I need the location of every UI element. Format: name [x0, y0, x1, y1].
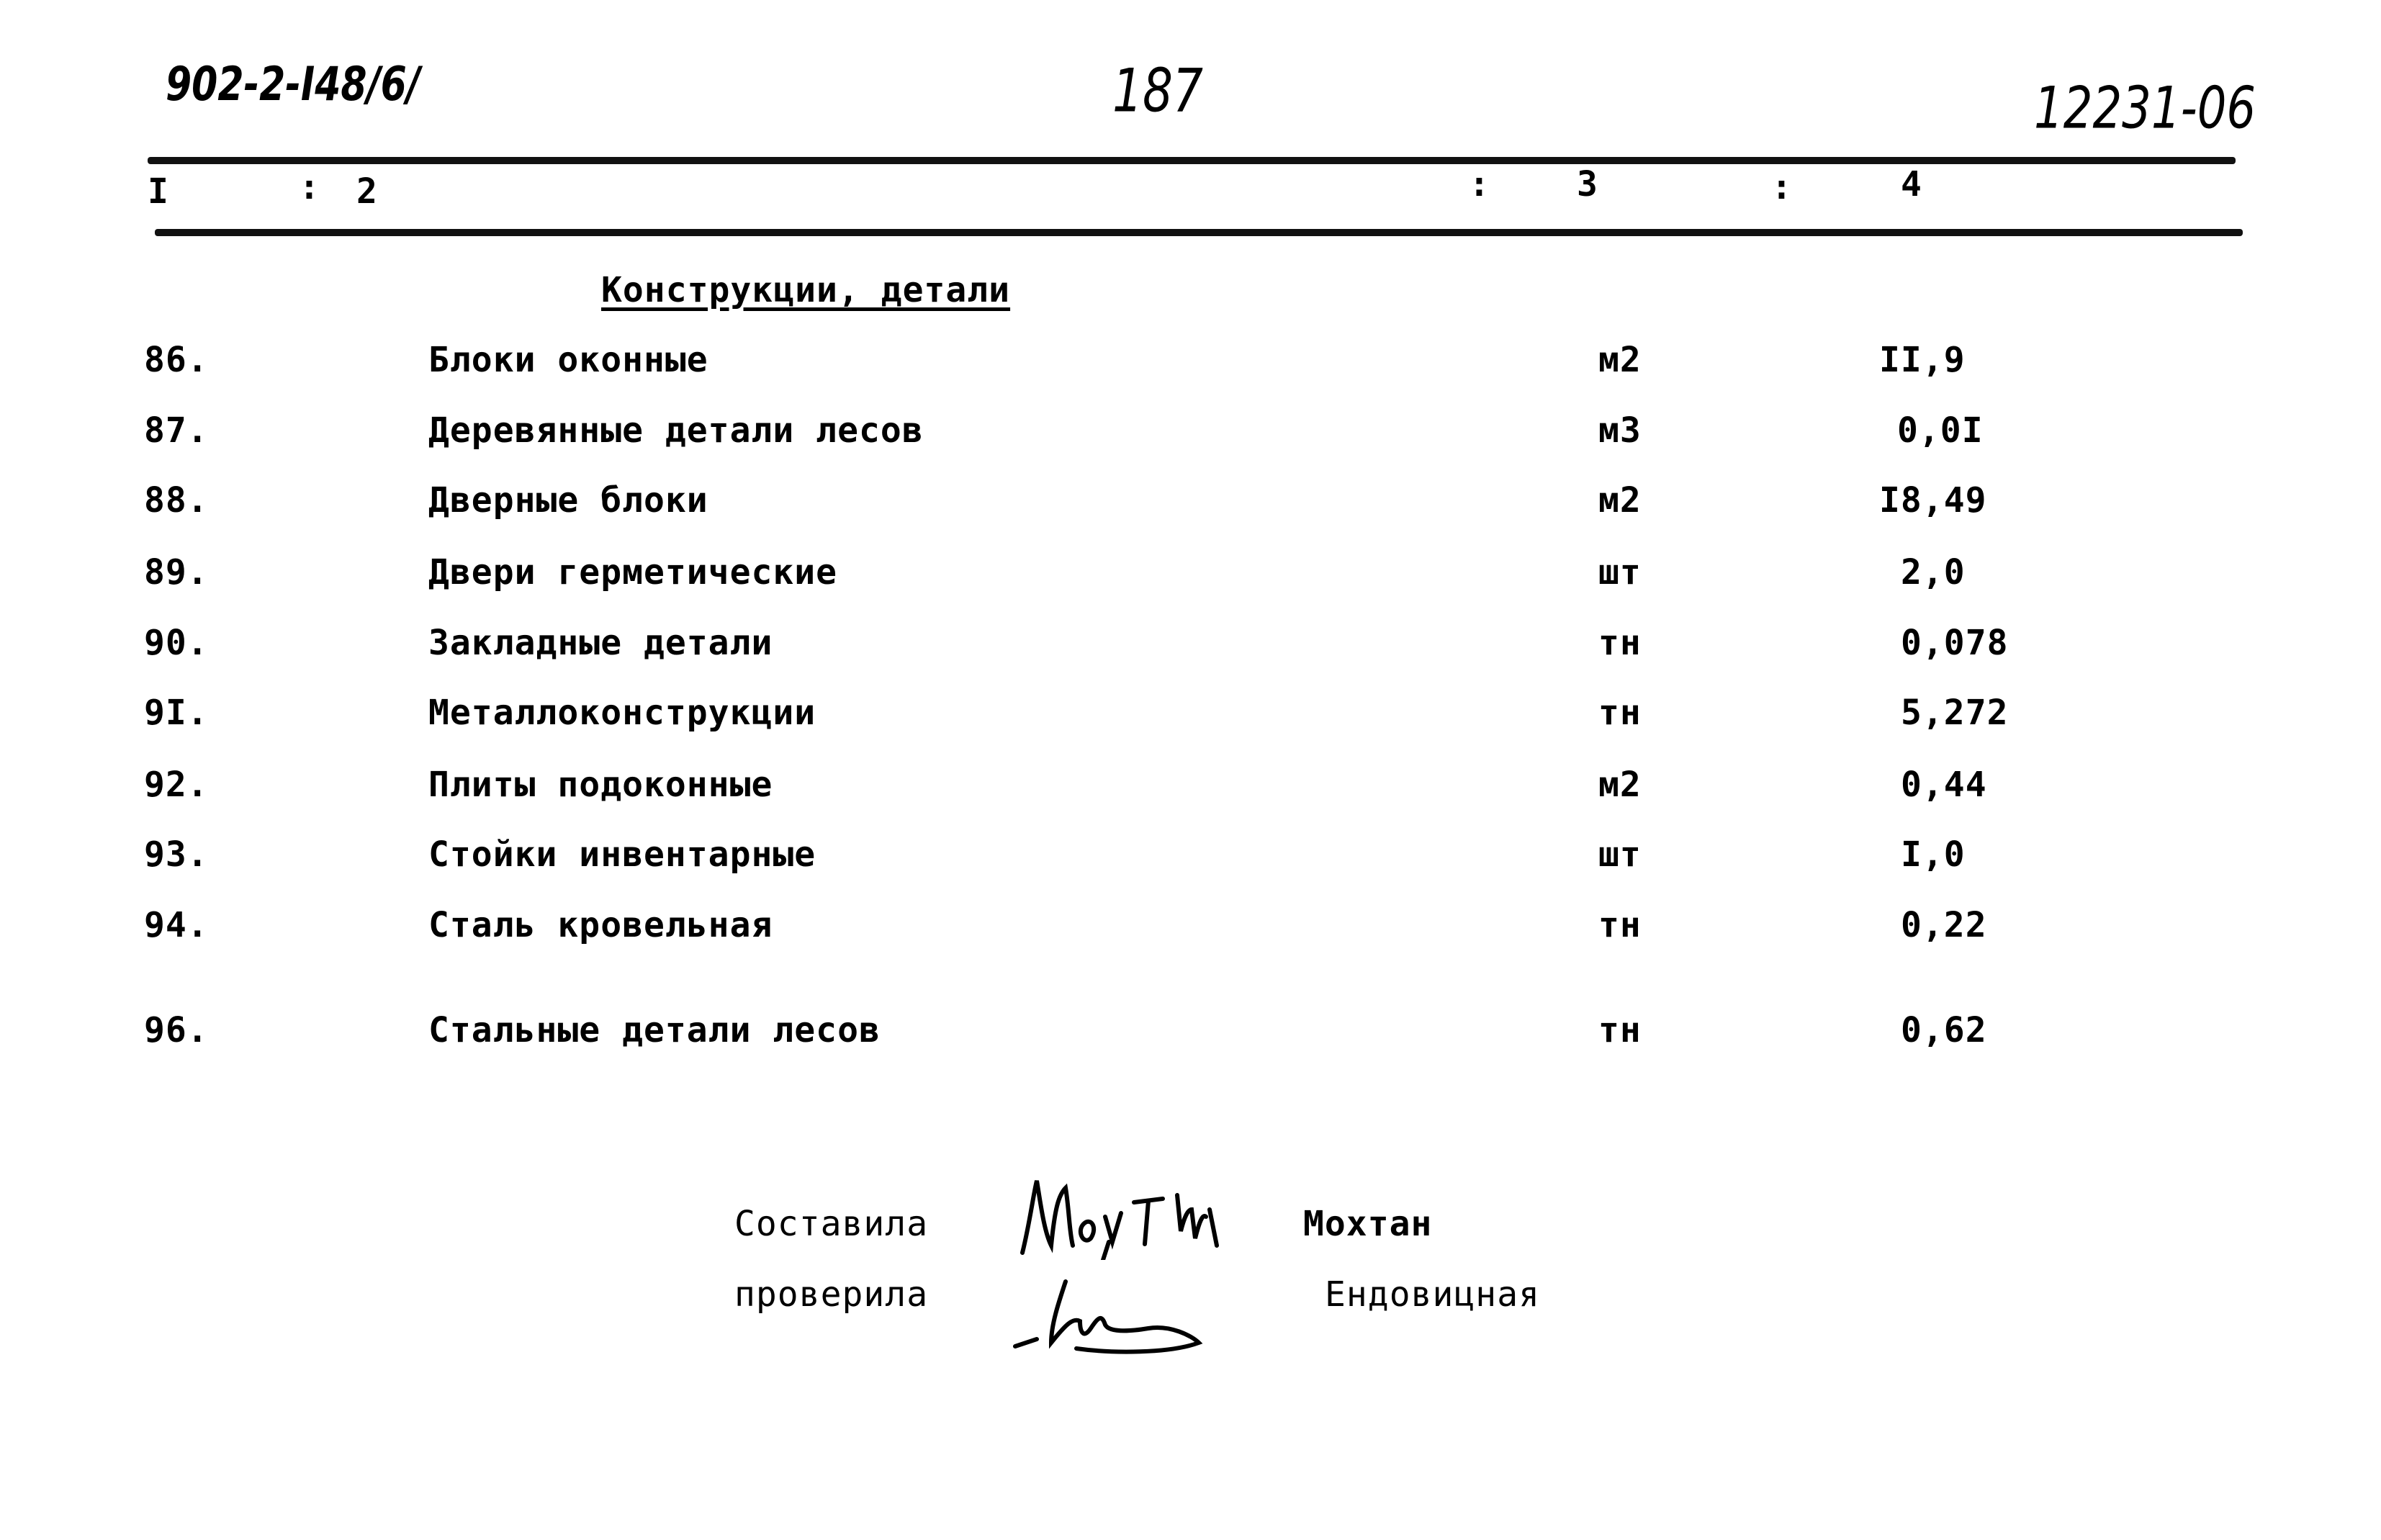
compiled-by-name: Мохтан: [1303, 1204, 1433, 1244]
item-unit: м2: [1598, 340, 1642, 380]
checked-by-name: Ендовицная: [1325, 1274, 1540, 1315]
item-quantity: II,9: [1879, 340, 1966, 380]
row-number: 93.: [144, 834, 209, 875]
item-quantity: 0,078: [1901, 623, 2009, 663]
row-number: 89.: [144, 552, 209, 593]
item-unit: м2: [1598, 480, 1642, 521]
item-unit: тн: [1598, 1010, 1642, 1050]
row-number: 92.: [144, 765, 209, 805]
table-top-rule: [148, 157, 2236, 164]
column-number-4: 4: [1901, 164, 1922, 204]
table-row: [0, 410, 2381, 454]
table-row: [0, 340, 2381, 383]
table-row: [0, 905, 2381, 948]
row-number: 86.: [144, 340, 209, 380]
item-quantity: I8,49: [1879, 480, 1987, 521]
item-name: Плиты подоконные: [428, 765, 773, 805]
column-number-1: I: [148, 171, 169, 212]
row-number: 87.: [144, 410, 209, 451]
compiled-by-label: Составила: [734, 1204, 929, 1244]
item-name: Деревянные детали лесов: [428, 410, 924, 451]
item-unit: шт: [1598, 552, 1642, 593]
item-name: Стойки инвентарные: [428, 834, 816, 875]
table-row: [0, 765, 2381, 808]
item-name: Закладные детали: [428, 623, 773, 663]
table-row: [0, 480, 2381, 523]
item-name: Металлоконструкции: [428, 693, 816, 733]
item-unit: м3: [1598, 410, 1642, 451]
item-quantity: 5,272: [1901, 693, 2009, 733]
row-number: 88.: [144, 480, 209, 521]
row-number: 96.: [144, 1010, 209, 1050]
item-name: Двери герметические: [428, 552, 838, 593]
table-header-rule: [155, 229, 2243, 236]
column-number-2: 2: [356, 171, 378, 212]
page-number: 187: [1112, 56, 1203, 126]
table-row: [0, 693, 2381, 736]
table-row: [0, 623, 2381, 666]
row-number: 94.: [144, 905, 209, 945]
row-number: 90.: [144, 623, 209, 663]
table-row: [0, 552, 2381, 595]
column-separator: :: [1771, 167, 1793, 207]
item-unit: м2: [1598, 765, 1642, 805]
compiled-signature: [1015, 1166, 1224, 1260]
item-name: Стальные детали лесов: [428, 1010, 881, 1050]
item-quantity: 0,22: [1901, 905, 1987, 945]
item-quantity: I,0: [1901, 834, 1966, 875]
table-row: [0, 1010, 2381, 1053]
column-number-3: 3: [1577, 164, 1598, 204]
row-number: 9I.: [144, 693, 209, 733]
item-quantity: 2,0: [1901, 552, 1966, 593]
column-separator: :: [299, 167, 320, 207]
item-unit: тн: [1598, 905, 1642, 945]
item-name: Сталь кровельная: [428, 905, 773, 945]
table-row: [0, 834, 2381, 878]
section-title: Конструкции, детали: [601, 270, 1011, 310]
archive-number: 12231-06: [2034, 76, 2256, 143]
item-unit: тн: [1598, 693, 1642, 733]
item-quantity: 0,44: [1901, 765, 1987, 805]
checked-signature: [1008, 1274, 1224, 1361]
item-name: Блоки оконные: [428, 340, 708, 380]
document-code: 902-2-I48/6/: [166, 58, 420, 112]
item-name: Дверные блоки: [428, 480, 708, 521]
item-unit: шт: [1598, 834, 1642, 875]
item-unit: тн: [1598, 623, 1642, 663]
item-quantity: 0,0I: [1897, 410, 1984, 451]
column-separator: :: [1469, 164, 1490, 204]
checked-by-label: проверила: [734, 1274, 929, 1315]
item-quantity: 0,62: [1901, 1010, 1987, 1050]
